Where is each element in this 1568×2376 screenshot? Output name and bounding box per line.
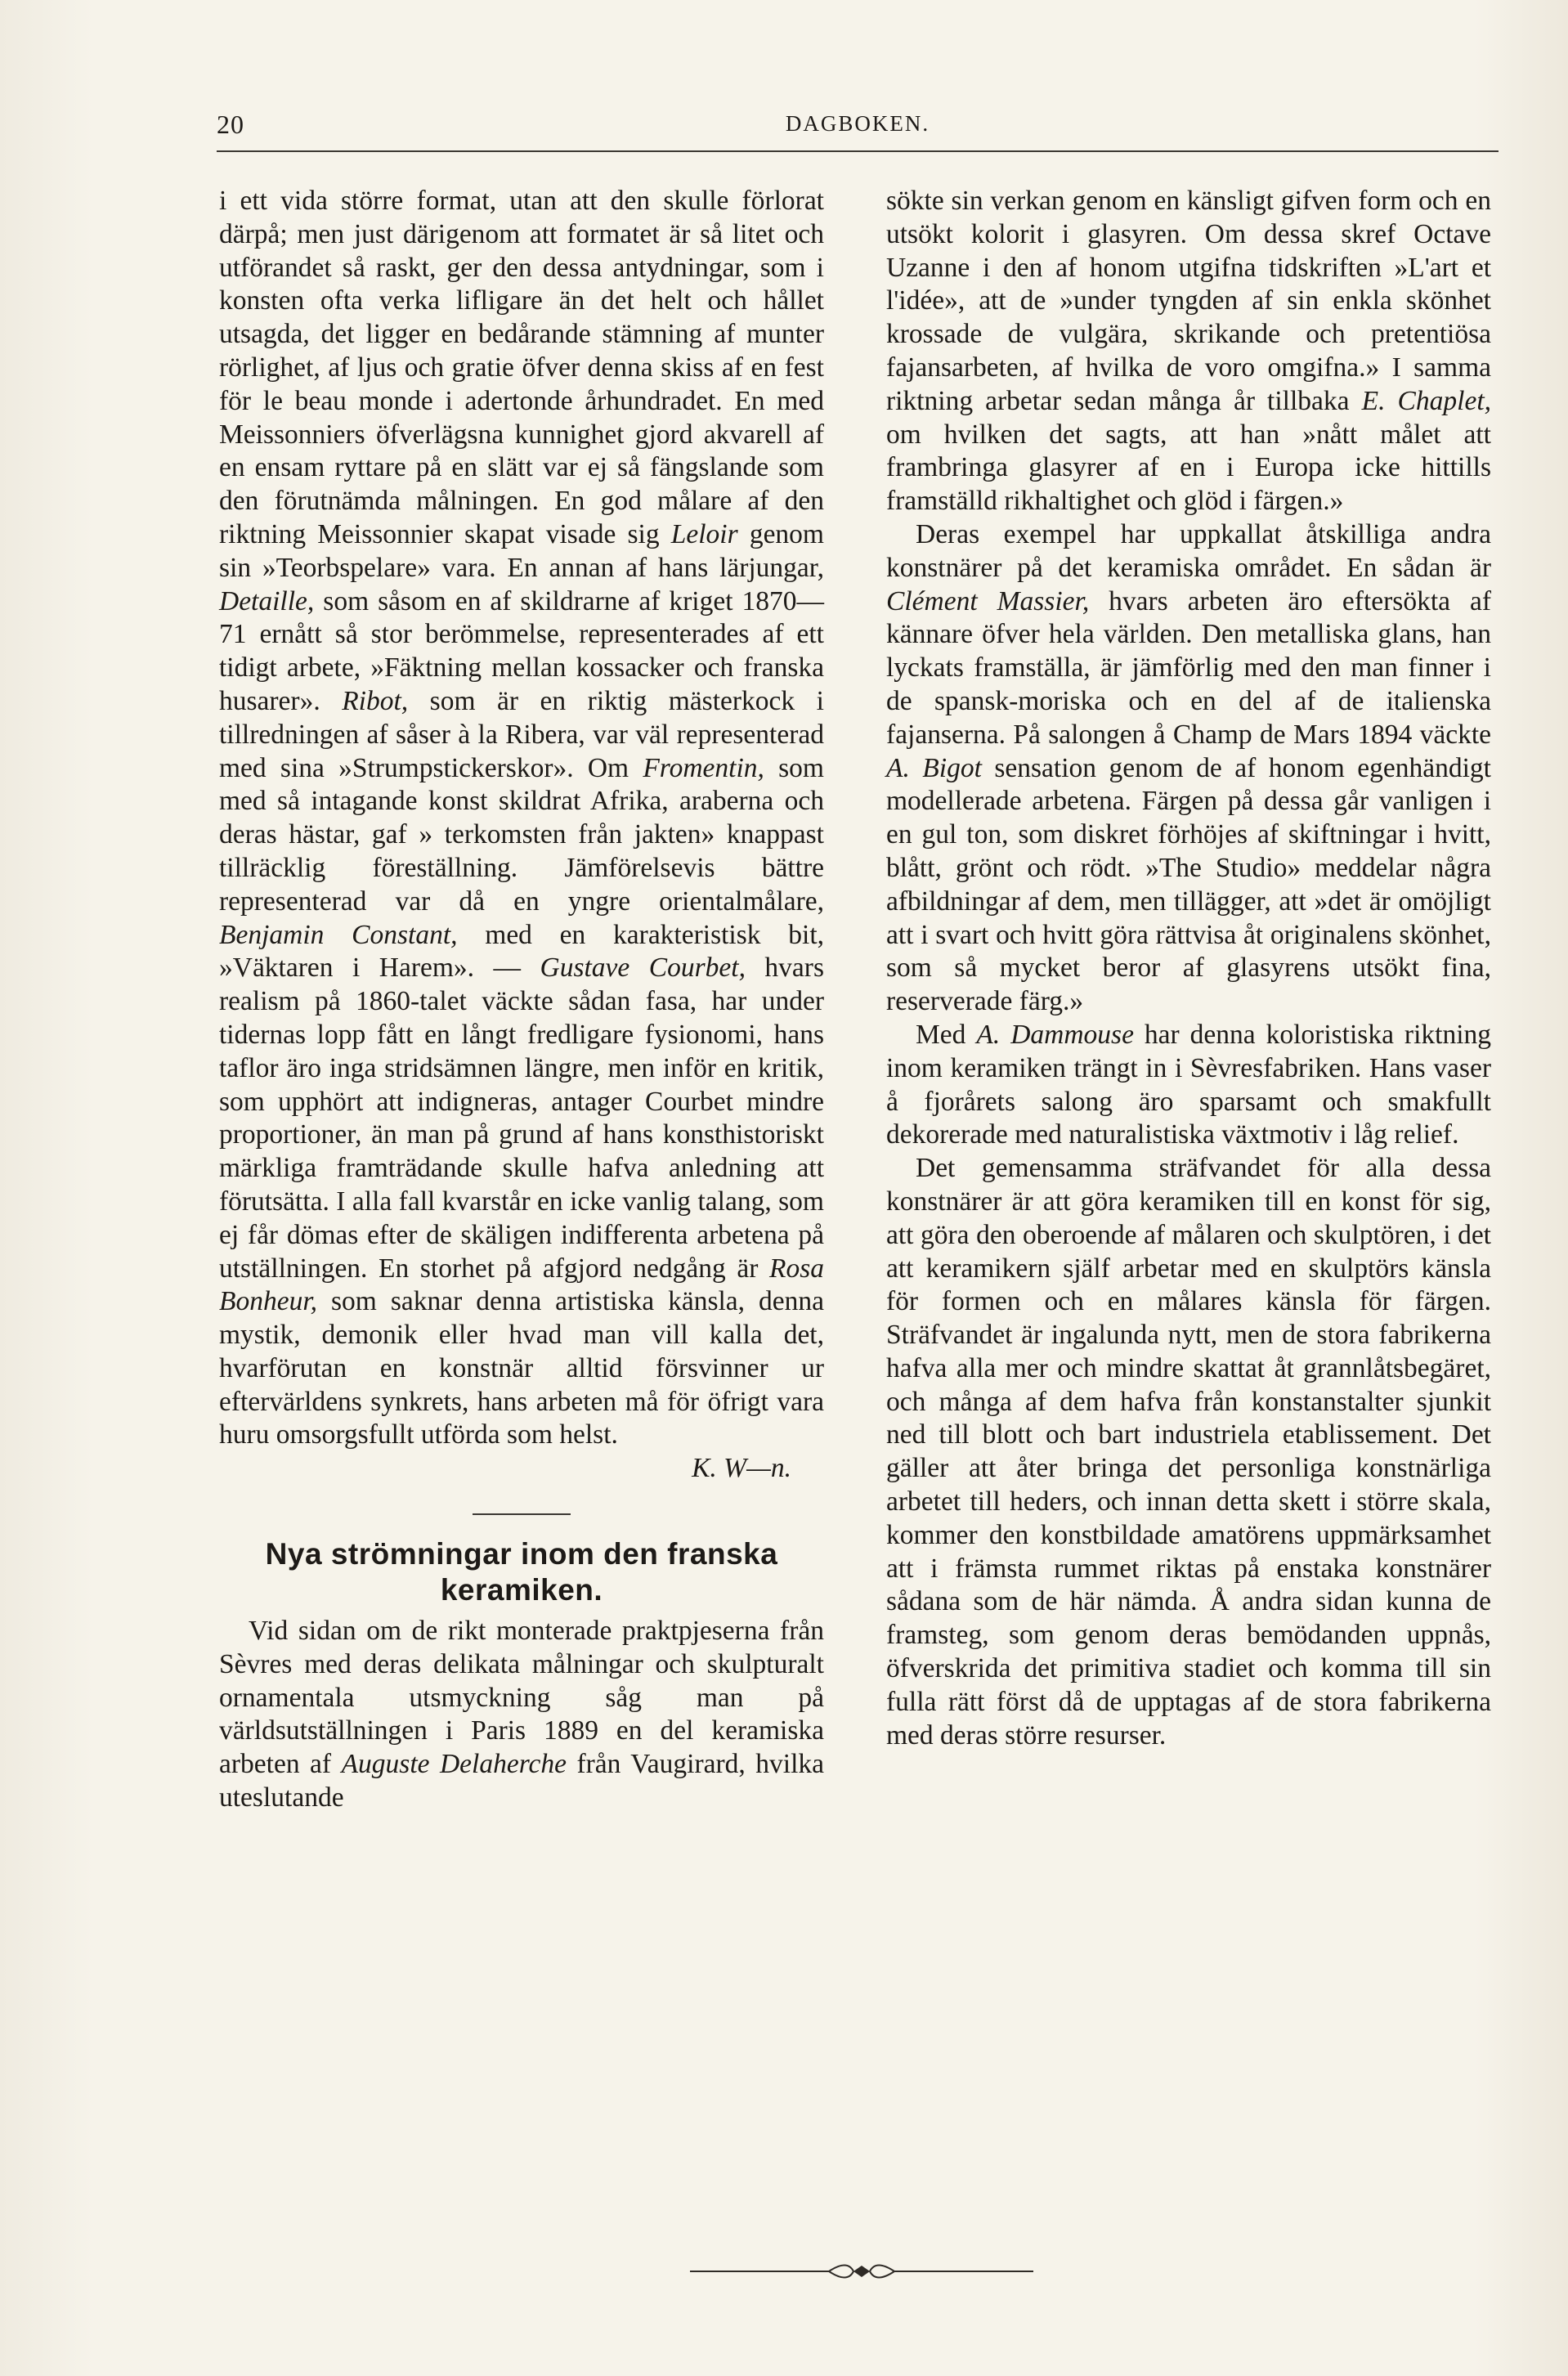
section-title: Nya strömningar inom den franska keramiken.	[265, 1537, 778, 1607]
paragraph-massier-bigot: Deras exempel har uppkallat åtskilliga andra konstnärer på det keramiska området. En sådan är Clément Massier, hvars arbeten äro eftersökta af kännare öfver hela världen. Den metalliska glans, han lyckats framställa, är jämförlig med den man finner i de spansk-moriska och en del af de italienska fajanserna. På salongen å Champ de Mars 1894 väckte A. Bigot sensation genom de af honom egenhändigt modellerade arbetena. Färgen på dessa går vanligen i en gul ton, som diskret förhöjes af skiftningar i hvitt, blått, grönt och rödt. »The Studio» meddelar några afbildningar af dem, men tillägger, att »det är omöjligt att i svart och hvitt göra rättvisa åt originalens skönhet, som så mycket beror af glasyrens utsökt fina, reserverade färg.»	[886, 518, 1491, 1017]
name-detaille: Detaille,	[219, 585, 315, 616]
name-courbet: Gustave Courbet,	[540, 953, 746, 984]
name-ribot: Ribot,	[342, 685, 409, 716]
name-delaherche: Auguste Delaherche	[341, 1749, 567, 1780]
page-number: 20	[217, 110, 244, 139]
section-divider	[473, 1513, 571, 1515]
signature-line	[219, 1452, 824, 1486]
paragraph-uzanne: sökte sin verkan genom en känsligt gifven form och en utsökt kolorit i glasyren. Om dessa skref Octave Uzanne i den af honom utgifna tidskriften »L'art et l'idée», att de »under tyngden af sin enkla skönhet krossade de vulgära, skrikande och pretentiösa fajansarbeten, af hvilka de voro omgifna.» I samma riktning arbetar sedan många år tillbaka E. Chaplet, om hvilken det sagts, att han »nått målet att frambringa glasyrer af en i Europa icke hittills framställd rikhaltighet och glöd i färgen.»	[886, 186, 1491, 517]
name-dammouse: A. Dammouse	[976, 1019, 1134, 1050]
right-column	[886, 185, 1491, 1752]
left-column	[219, 185, 824, 1815]
author-signature: K. W—n.	[692, 1453, 791, 1484]
page-header	[217, 110, 1499, 146]
name-bigot: A. Bigot	[886, 752, 982, 783]
name-massier: Clément Massier,	[886, 585, 1090, 616]
article-continuation: i ett vida större format, utan att den skulle förlorat därpå; men just därigenom att formatet är så litet och utförandet så raskt, ger den dessa antydningar, som i konsten ofta verka lifligare än det helt och hållet utsagda, det ligger en bedårande stämning af munter rörlighet, af ljus och gratie öfver denna skiss af en fest för le beau monde i adertonde århundradet. En med Meissonniers öfverlägsna kunnighet gjord akvarell af en ensam ryttare på en slätt var ej så fängslande som den förutnämda målningen. En god målare af den riktning Meissonnier skapat visade sig Leloir genom sin »Teorbspelare» vara. En annan af hans lärjungar, Detaille, som såsom en af skildrarne af kriget 1870—71 ernått så stor berömmelse, representerades af ett tidigt arbete, »Fäktning mellan kossacker och franska husarer». Ribot, som är en riktig mästerkock i tillredningen af såser à la Ribera, var väl representerad med sina »Strumpstickerskor». Om Fromentin, som med så intagande konst skildrat Afrika, araberna och deras hästar, gaf » terkomsten från jakten» knappast tillräcklig föreställning. Jämförelsevis bättre representerad var då en yngre orientalmålare, Benjamin Constant, med en karakteristisk bit, »Väktaren i Harem». — Gustave Courbet, hvars realism på 1860-talet väckte sådan fasa, har under tidernas lopp fått en långt fredligare fysionomi, hans taflor äro inga stridsämnen längre, men inför en kritik, som upphört att indigneras, antager Courbet mindre proportioner, än man på grund af hans konsthistoriskt märkliga framträdande skulle hafva anledning att förutsätta. I alla fall kvarstår en icke vanlig talang, som ej får dömas efter de skäligen indifferenta arbetena på utställningen. En storhet på afgjord nedgång är Rosa Bonheur, som saknar denna artistiska känsla, denna mystik, demonik eller hvad man vill kalla det, hvarförutan en konstnär alltid försvinner ur eftervärldens synkrets, hans arbeten må för öfrigt vara huru omsorgsfullt utförda som helst.	[219, 186, 824, 1450]
name-constant: Benjamin Constant,	[219, 919, 458, 950]
paragraph-dammouse: Med A. Dammouse har denna koloristiska riktning inom keramiken trängt in i Sèvresfabriken. Hans vaser å fjorårets salong äro sparsamt och smakfullt dekorerade med naturalistiska växtmotiv i låg relief.	[886, 1019, 1492, 1150]
name-bonheur: Rosa Bonheur,	[219, 1253, 824, 1317]
name-chaplet: E. Chaplet,	[1361, 385, 1491, 416]
section-paragraph: Vid sidan om de rikt monterade praktpjeserna från Sèvres med deras delikata målningar och skulpturalt ornamentala utsmyckning såg man på världsutställningen i Paris 1889 en del keramiska arbeten af Auguste Delaherche från Vaugirard, hvilka uteslutande	[219, 1616, 824, 1813]
running-head: DAGBOKEN.	[785, 111, 930, 136]
name-leloir: Leloir	[670, 518, 738, 549]
paragraph-conclusion: Det gemensamma sträfvandet för alla dessa konstnärer är att göra keramiken till en konst för sig, att göra den oberoende af målaren och skulptören, i det att keramikern själf arbetar med en skulptörs känsla för formen och en målares känsla för färgen. Sträfvandet är ingalunda nytt, men de stora fabrikerna hafva alla mer och mindre skattat åt grannlåtsbegäret, och många af dem hafva från konstanstalter sjunkit ned till blott och bart industriela etablissement. Det gäller att åter bringa det personliga konstnärliga arbetet till heders, och innan detta skett i större skala, kommer den konstbildade amatörens uppmärksamhet att i främsta rummet riktas på enstaka konstnärer sådana som de här nämda. Å andra sidan kunna de framsteg, som genom deras bemödanden uppnås, öfverskrida det primitiva stadiet och komma till sin fulla rätt först då de upptagas af de stora fabrikerna med deras större resurser.	[886, 1153, 1491, 1751]
name-fromentin: Fromentin,	[643, 752, 764, 783]
end-ornament-icon	[690, 2259, 1033, 2284]
header-rule	[217, 150, 1499, 152]
